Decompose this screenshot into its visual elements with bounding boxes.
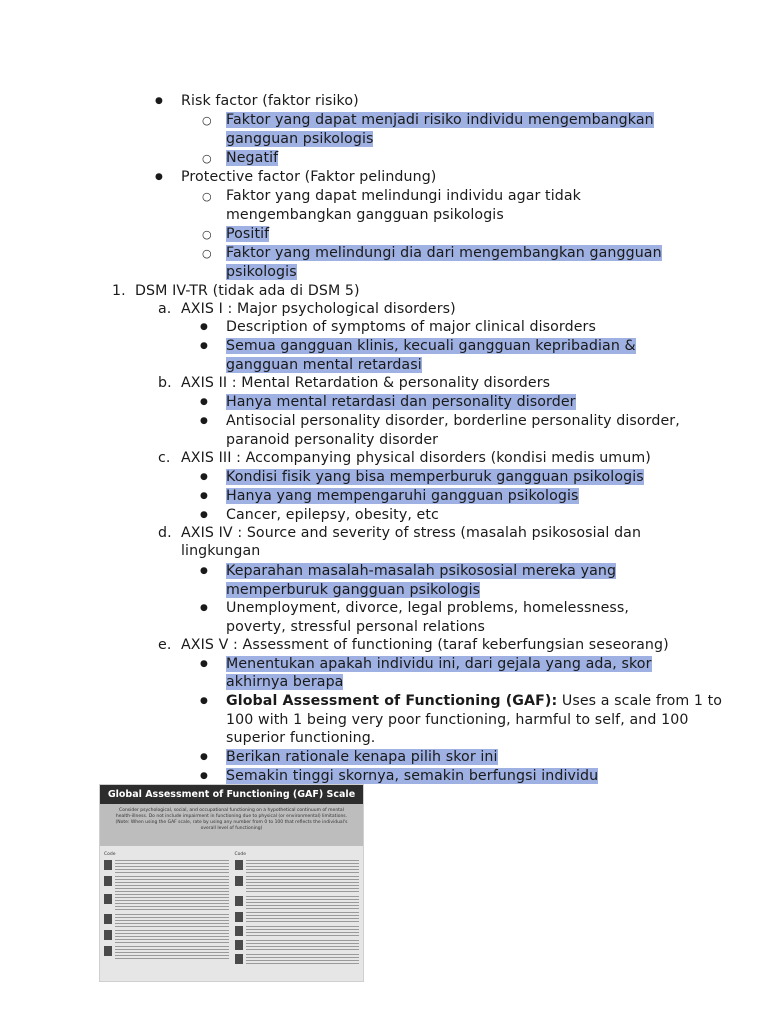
axis-1-item-cont: gangguan mental retardasi (226, 357, 422, 373)
gaf-row (235, 912, 360, 924)
axis-5-gaf-item-cont: superior functioning. (226, 730, 376, 746)
gaf-column-right (235, 852, 360, 968)
dsm-heading: DSM IV-TR (tidak ada di DSM 5) (135, 283, 360, 299)
axis-1-item: ● Semua gangguan klinis, kecuali gangguan kepribadian & (226, 337, 636, 356)
gaf-scale-image (99, 784, 364, 982)
axis-5-item-cont: akhirnya berapa (226, 674, 344, 690)
list-letter-b: b. (158, 375, 172, 391)
list-number-1: 1. (112, 283, 126, 299)
gaf-table (100, 846, 363, 968)
risk-factor-item: ● Risk factor (faktor risiko) (181, 92, 359, 111)
gaf-row (235, 954, 360, 966)
gaf-title: Global Assessment of Functioning (GAF) Scale (100, 785, 363, 804)
axis-4-heading: AXIS IV : Source and severity of stress (masalah psikososial dan (181, 525, 642, 541)
risk-sub-item: ○ Faktor yang dapat menjadi risiko individu mengembangkan (226, 111, 654, 130)
list-letter-c: c. (158, 450, 171, 466)
axis-5-item: ● Menentukan apakah individu ini, dari gejala yang ada, skor (226, 655, 652, 674)
axis-2-item: ● Antisocial personality disorder, borderline personality disorder, (226, 412, 680, 431)
risk-sub-item-cont: gangguan psikologis (226, 131, 374, 147)
axis-4-item-cont: memperburuk gangguan psikologis (226, 582, 481, 598)
axis-5-gaf-item: ● Global Assessment of Functioning (GAF): Uses a scale from 1 to (226, 692, 722, 711)
gaf-code-header: Code (234, 852, 247, 857)
axis-2-item-cont: paranoid personality disorder (226, 432, 439, 448)
gaf-description: Consider psychological, social, and occupational functioning on a hypothetical continuum of mental health-illness. Do not include impairment in functioning due to physical (or environmental) limitations. (Note: When using the GAF scale, rate by using any number from 0 to 100 that reflects the individual's overall level of functioning) (100, 804, 363, 846)
gaf-row (104, 930, 229, 944)
axis-4-item-cont: poverty, stressful personal relations (226, 619, 485, 635)
gaf-row (235, 896, 360, 910)
axis-2-item: ● Hanya mental retardasi dan personality disorder (226, 393, 576, 412)
axis-5-item: ● Berikan rationale kenapa pilih skor ini (226, 748, 498, 767)
axis-4-item: ● Unemployment, divorce, legal problems, homelessness, (226, 599, 629, 618)
axis-3-item: ● Kondisi fisik yang bisa memperburuk gangguan psikologis (226, 468, 644, 487)
gaf-row (104, 876, 229, 892)
protective-sub-item: ○ Faktor yang dapat melindungi individu agar tidak (226, 187, 581, 206)
axis-1-item: ● Description of symptoms of major clinical disorders (226, 318, 596, 337)
list-letter-e: e. (158, 637, 172, 653)
protective-positif-item: ○ Positif (226, 225, 269, 244)
axis-5-gaf-item-cont: 100 with 1 being very poor functioning, harmful to self, and 100 (226, 712, 689, 728)
protective-sub-item-cont: mengembangkan gangguan psikologis (226, 207, 504, 223)
list-letter-a: a. (158, 301, 172, 317)
protective-sub-item-2-cont: psikologis (226, 264, 297, 280)
axis-4-item: ● Keparahan masalah-masalah psikososial mereka yang (226, 562, 616, 581)
gaf-row (235, 940, 360, 952)
gaf-row (104, 860, 229, 874)
risk-negatif-item: ○ Negatif (226, 149, 278, 168)
protective-sub-item-2: ○ Faktor yang melindungi dia dari mengembangkan gangguan (226, 244, 662, 263)
list-letter-d: d. (158, 525, 172, 541)
gaf-column-left (104, 852, 229, 968)
gaf-row (235, 926, 360, 938)
gaf-row (104, 914, 229, 928)
axis-2-heading: AXIS II : Mental Retardation & personality disorders (181, 375, 551, 391)
axis-5-heading: AXIS V : Assessment of functioning (taraf keberfungsian seseorang) (181, 637, 669, 653)
axis-3-item: ● Hanya yang mempengaruhi gangguan psikologis (226, 487, 579, 506)
axis-5-item: ● Semakin tinggi skornya, semakin berfungsi individu (226, 767, 598, 786)
protective-factor-item: ● Protective factor (Faktor pelindung) (181, 168, 436, 187)
gaf-row (235, 860, 360, 874)
gaf-row (104, 894, 229, 912)
gaf-row (104, 946, 229, 960)
gaf-code-header: Code (104, 852, 116, 857)
axis-3-item: ● Cancer, epilepsy, obesity, etc (226, 506, 439, 525)
gaf-row (235, 876, 360, 894)
axis-3-heading: AXIS III : Accompanying physical disorders (kondisi medis umum) (181, 450, 651, 466)
axis-4-heading-cont: lingkungan (181, 543, 261, 559)
axis-1-heading: AXIS I : Major psychological disorders) (181, 301, 456, 317)
